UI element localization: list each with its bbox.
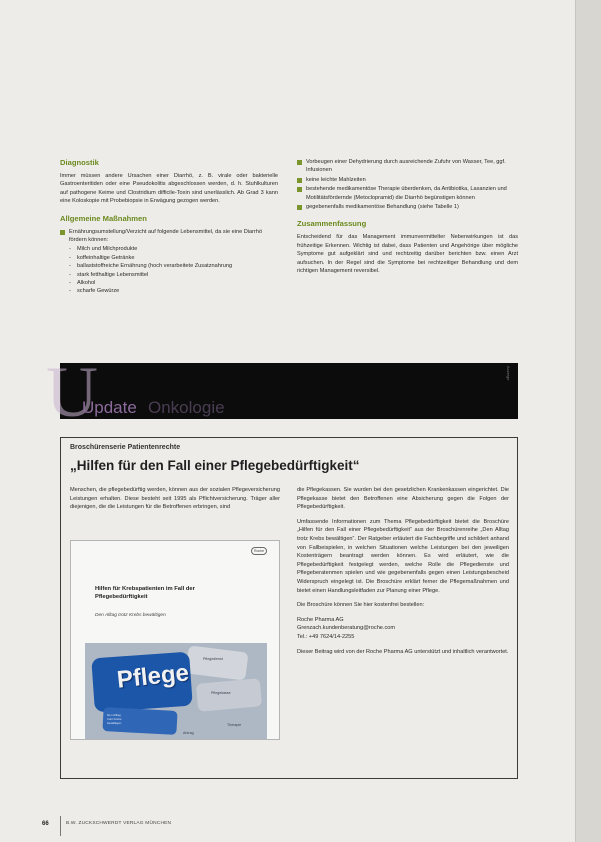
massnahmen-bullet: Ernährungsumstellung/Verzicht auf folgende Lebensmittel, da sie eine Diarrhö fördern können: xyxy=(60,228,278,245)
zusammenfassung-heading: Zusammenfassung xyxy=(297,219,367,229)
banner-word-update: Update xyxy=(82,398,137,417)
food-item: - Alkohol xyxy=(69,279,278,287)
footer-divider xyxy=(60,816,61,836)
food-item: - ballaststoffreiche Ernährung (hoch verarbeitete Zusatznahrung xyxy=(69,262,278,270)
banner-word-onkologie: Onkologie xyxy=(148,398,225,417)
box-right-column xyxy=(297,486,509,662)
box-right-p4: Dieser Beitrag wird von der Roche Pharma AG unterstützt und inhaltlich verantwortet. xyxy=(297,648,509,655)
zusammenfassung-text: Entscheidend für das Management immunvermittelter Nebenwirkungen ist das frühzeitige Erkennen. Wichtig ist dabei, dass Patienten und Angehörige über mögliche Symptome gut aufgeklärt sind und rechtzeitig darüber berichten bzw. einen Arzt aufsuchen. In der Regel sind die Symptome bei rechtzeitiger Behandlung und dem richtigen Management reversibel. xyxy=(297,234,518,275)
series-line: trotz Krebs xyxy=(107,717,122,721)
puzzle-piece-word: Pflegekasse xyxy=(211,691,231,695)
puzzle-piece xyxy=(196,678,262,711)
left-column xyxy=(60,158,278,296)
box-right-p1: die Pflegekassen. Sie wurden bei den gesetzlichen Krankenkassen eingerichtet. Die Pflegekasse bietet den Betroffenen eine Absicherung gegen die Folgen der Pflegebedürftigkeit. xyxy=(297,487,509,511)
diagnostik-text: Immer müssen andere Ursachen einer Diarrhö, z. B. virale oder bakterielle Gastroenteritiden oder eine Pseudokolitis abgeschlossen werden, d. h. Stuhlkulturen auf pathogene Keime und Clostridium difficile-Toxin sind unerlässlich. Ab Grad 3 kann eine Koloskopie mit Probebiopsie in Erwägung gezogen werden. xyxy=(60,173,278,205)
massnahmen-heading: Allgemeine Maßnahmen xyxy=(60,213,147,223)
box-right-p3: Die Broschüre können Sie hier kostenfrei bestellen: xyxy=(297,602,425,609)
puzzle-word: Pflege xyxy=(115,659,191,694)
food-item: - scharfe Gewürze xyxy=(69,287,278,295)
box-left-column xyxy=(70,486,280,518)
box-left-text: Menschen, die pflegebedürftig werden, können aus der sozialen Pflegeversicherung Leistungen erhalten. Diese besteht seit 1995 als Pflichtversicherung. Träger aller diejenigen, die die Leistungen für die Betroffenen erbringen, sind xyxy=(70,487,280,511)
brochure-title: Hilfen für Krebspatienten im Fall der Pflegebedürftigkeit xyxy=(95,586,195,600)
puzzle-piece-word: Therapie xyxy=(227,723,242,727)
contact-phone: Tel.: +49 7624/14-2255 xyxy=(297,633,355,640)
publisher-footer: B.W. ZUCKSCHWERDT VERLAG MÜNCHEN xyxy=(66,821,172,826)
brochure-series-label xyxy=(107,713,122,725)
contact-email[interactable]: Grenzach.kundenberatung@roche.com xyxy=(297,625,396,632)
box-title: „Hilfen für den Fall einer Pflegebedürftigkeit“ xyxy=(70,458,360,473)
page-edge xyxy=(575,0,601,842)
roche-logo: Roche xyxy=(251,547,267,555)
diagnostik-heading: Diagnostik xyxy=(60,158,99,167)
puzzle-piece-word: Pflegedienst xyxy=(203,657,223,661)
right-column xyxy=(297,158,518,275)
series-line: bewältigen xyxy=(107,721,122,725)
brochure-cover-image xyxy=(70,540,280,740)
measure-item: keine leichte Mahlzeiten xyxy=(297,176,518,184)
food-list xyxy=(69,245,278,295)
box-right-p2: Umfassende Informationen zum Thema Pflegebedürftigkeit bietet die Broschüre „Hilfen für den Fall einer Pflegebedürftigkeit“ aus der Broschürenreihe „Den Alltag trotz Krebs bewältigen“. Der Ratgeber erläutert die Fachbegriffe und schildert anhand von Fallbeispielen, in welchen Situationen welche Leistungen bei den jeweiligen Kostenträgern beantragt werden können. Es wird erläutert, wie die Pflegebedürftigkeit festgelegt werden, welche Rolle die Pflegedienste und Pflegeberatenmen spielen und wie gegebenenfalls gegen einen Leistungsbescheid Widerspruch eingelegt ist. Die Broschüre erklärt ferner die Pflegemaßnahmen und bietet einen Handlungsleitfaden zur Planung einer Pflege. xyxy=(297,518,509,594)
massnahmen-list xyxy=(60,228,278,245)
food-item: - koffeinhaltige Getränke xyxy=(69,254,278,262)
puzzle-piece-word: Antrag xyxy=(183,731,194,735)
series-line: Den Alltag xyxy=(107,713,121,717)
brochure-subtitle: Den Alltag trotz Krebs bewältigen xyxy=(95,613,166,618)
contact-line: Roche Pharma AG xyxy=(297,616,344,623)
measure-item: bestehende medikamentöse Therapie überdenken, da Antibiotika, Laxanzien und Motilitätsfördernde (Metoclopramid) die Diarrhö begünstigen können xyxy=(297,185,518,202)
measures-list xyxy=(297,158,518,211)
advert-side-note: Anzeige xyxy=(506,366,511,381)
food-item: - stark fetthaltige Lebensmittel xyxy=(69,271,278,279)
measure-item: gegebenenfalls medikamentöse Behandlung (siehe Tabelle 1) xyxy=(297,203,518,211)
banner-letter: U xyxy=(46,352,98,432)
food-item: - Milch und Milchprodukte xyxy=(69,245,278,253)
measure-item: Vorbeugen einer Dehydrierung durch ausreichende Zufuhr von Wasser, Tee, ggf. Infusionen xyxy=(297,158,518,175)
box-label: Broschürenserie Patientenrechte xyxy=(70,444,181,451)
page-number: 66 xyxy=(42,821,49,827)
contact-block xyxy=(297,616,509,642)
